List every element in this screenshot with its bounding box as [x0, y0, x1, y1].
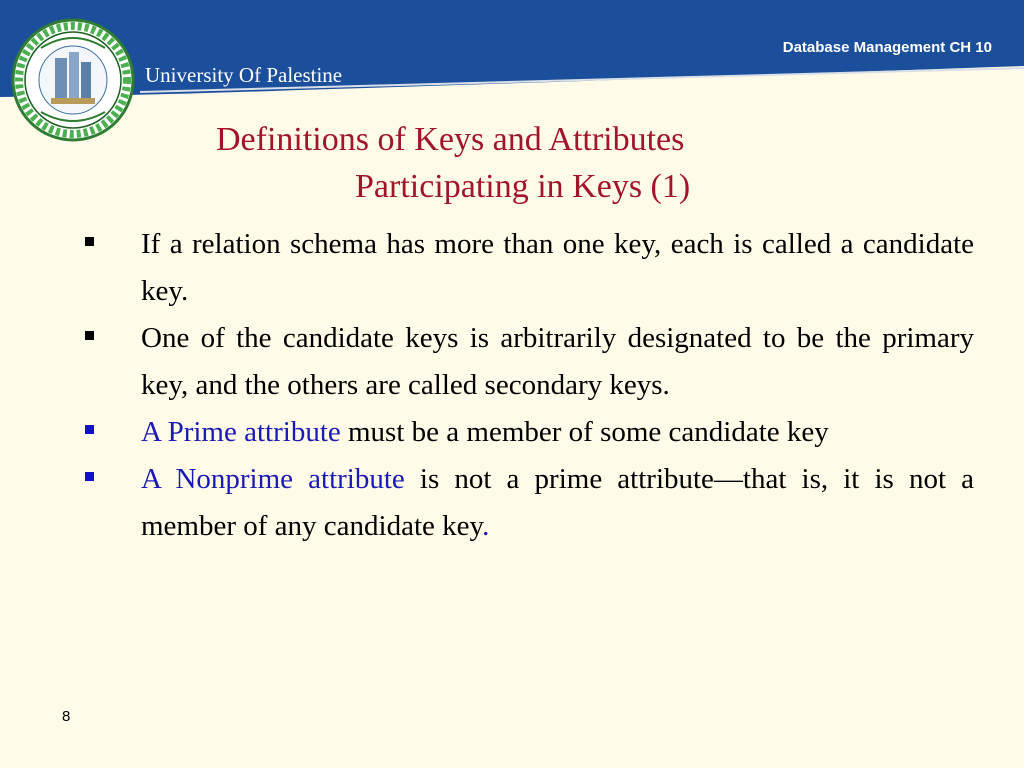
bullet-text: is not a prime attribute—that is, it is not a member of any candidate key	[141, 463, 974, 542]
bullet-trailing-period: .	[482, 510, 490, 542]
bullet-item	[84, 221, 974, 315]
square-bullet-icon	[85, 331, 94, 340]
bullet-highlight-term: A Nonprime attribute	[141, 463, 405, 495]
university-name: University Of Palestine	[145, 63, 343, 87]
course-title: Database Management CH 10	[782, 39, 992, 56]
bullet-item	[84, 456, 974, 550]
bullet-item	[84, 315, 974, 409]
slide-title	[150, 116, 910, 210]
bullet-text: must be a member of some candidate key	[340, 416, 829, 448]
bullet-item	[84, 409, 974, 456]
university-logo	[11, 18, 135, 142]
bullet-text: One of the candidate keys is arbitrarily designated to be the primary key, and the others are called secondary keys.	[141, 322, 974, 401]
square-bullet-icon	[85, 425, 94, 434]
square-bullet-icon	[85, 472, 94, 481]
bullet-text: If a relation schema has more than one key, each is called a candidate key.	[141, 228, 974, 307]
slide-title-line-1: Definitions of Keys and Attributes	[216, 121, 685, 158]
square-bullet-icon	[85, 237, 94, 246]
bullet-list	[84, 221, 974, 550]
bullet-highlight-term: A Prime attribute	[141, 416, 341, 448]
slide-title-line-2: Participating in Keys (1)	[355, 168, 691, 205]
page-number: 8	[62, 708, 71, 725]
